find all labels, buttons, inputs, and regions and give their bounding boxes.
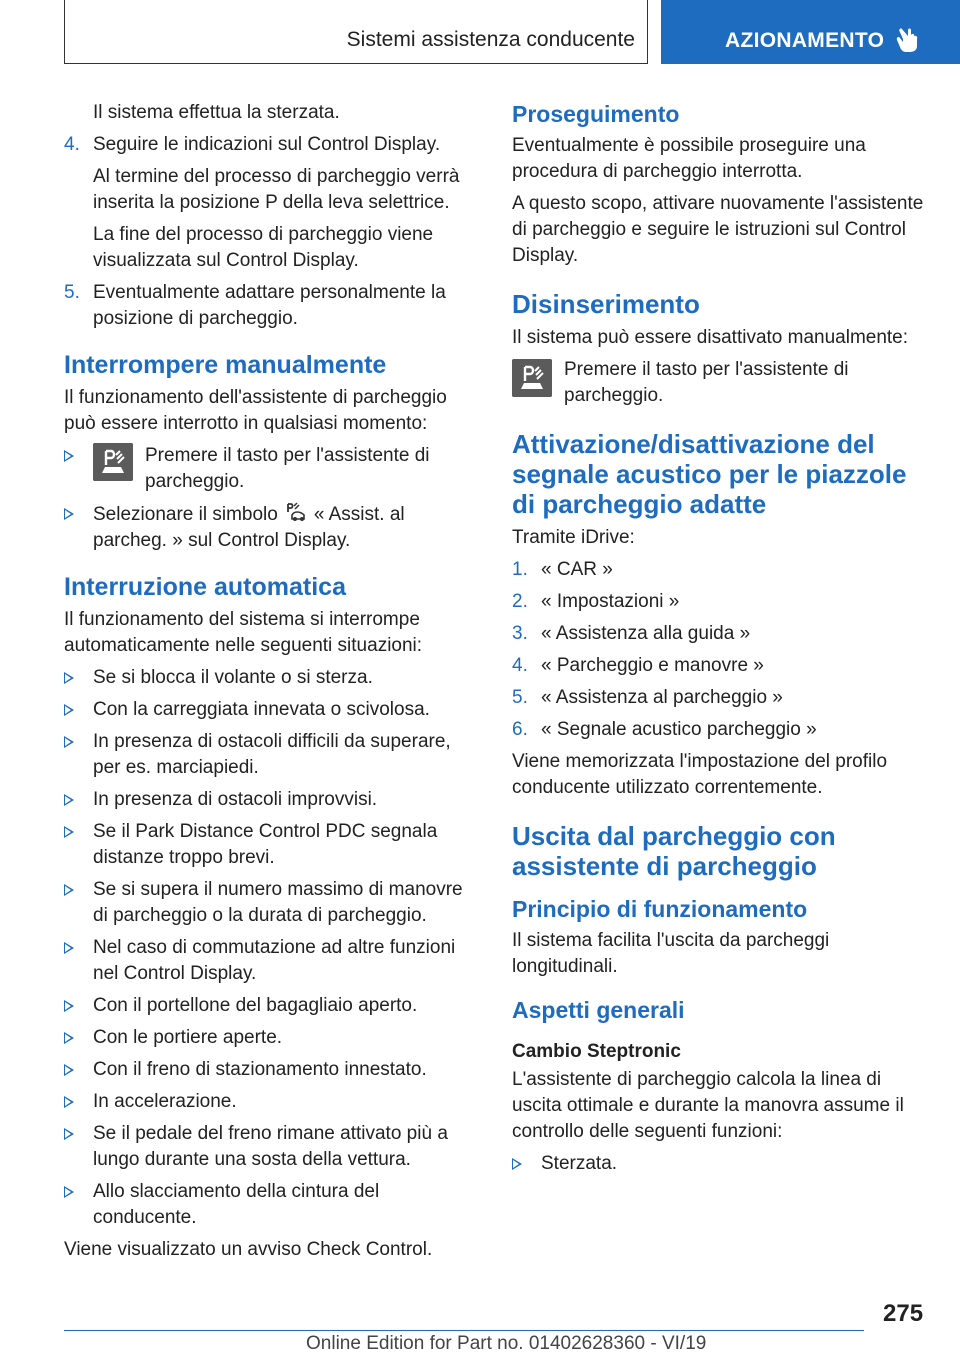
signal-closing: Viene memorizzata l'impostazione del profilo conducente utilizzato correntemente. — [512, 751, 888, 798]
signal-heading: Attivazione/disattivazione del segnale acustico per le piazzole di parcheggio adatte — [512, 429, 907, 519]
manual-list — [64, 443, 482, 554]
manual-item-text: Selezionare il simbolo — [93, 504, 278, 525]
steptronic-heading: Cambio Steptronic — [512, 1041, 681, 1062]
list-item — [64, 280, 482, 332]
list-item — [64, 501, 482, 554]
chapter-tab-label: AZIONAMENTO — [725, 29, 885, 52]
bullet-triangle-icon — [64, 1128, 74, 1140]
steptronic-paragraph: L'assistente di parcheggio calcola la linea di uscita ottimale e durante la manovra assume il controllo delle seguenti funzioni: — [512, 1069, 904, 1142]
list-item — [64, 787, 482, 813]
manual-item-text: Premere il tasto per l'assistente di parcheggio. — [145, 445, 430, 492]
auto-item-text: Nel caso di commutazione ad altre funzioni nel Control Display. — [93, 937, 456, 984]
list-item — [64, 729, 482, 781]
list-item — [512, 685, 932, 711]
list-item — [64, 1179, 482, 1231]
auto-heading: Interruzione automatica — [64, 573, 346, 601]
step-text: « Assistenza alla guida » — [541, 623, 751, 644]
continue-paragraph-2: A questo scopo, attivare nuovamente l'assistente di parcheggio e seguire le istruzioni sul Control Display. — [512, 193, 924, 266]
bullet-triangle-icon — [64, 450, 74, 462]
steps-list — [64, 132, 482, 332]
list-item — [64, 443, 482, 495]
signal-steps — [512, 557, 932, 743]
list-item — [64, 819, 482, 871]
step-text: « Assistenza al parcheggio » — [541, 687, 783, 708]
bullet-triangle-icon — [64, 884, 74, 896]
park-assist-symbol-icon — [284, 501, 308, 523]
auto-item-text: Allo slacciamento della cintura del conducente. — [93, 1181, 380, 1228]
deact-heading: Disinserimento — [512, 289, 700, 319]
list-item — [512, 621, 932, 647]
general-heading: Aspetti generali — [512, 997, 685, 1023]
step-number: 1. — [512, 559, 528, 580]
auto-item-text: In presenza di ostacoli difficili da superare, per es. marciapiedi. — [93, 731, 451, 778]
bullet-triangle-icon — [64, 1000, 74, 1012]
step-text: « CAR » — [541, 559, 613, 580]
list-item — [512, 653, 932, 679]
exit-heading: Uscita dal parcheggio con assistente di parcheggio — [512, 821, 836, 881]
manual-intro: Il funzionamento dell'assistente di parcheggio può essere interrotto in qualsiasi momento: — [64, 387, 447, 434]
left-column — [64, 100, 482, 1269]
list-item — [512, 1151, 932, 1177]
bullet-triangle-icon — [64, 1032, 74, 1044]
step-number: 6. — [512, 719, 528, 740]
list-item — [64, 132, 482, 274]
step-number: 2. — [512, 591, 528, 612]
list-item — [64, 1089, 482, 1115]
list-item — [64, 1121, 482, 1173]
signal-intro: Tramite iDrive: — [512, 527, 635, 548]
bullet-triangle-icon — [64, 736, 74, 748]
auto-intro: Il funzionamento del sistema si interrompe automaticamente nelle seguenti situazioni: — [64, 609, 423, 656]
chapter-tab — [661, 0, 960, 64]
bullet-triangle-icon — [512, 1158, 522, 1170]
list-item — [64, 935, 482, 987]
step-number: 4. — [512, 655, 528, 676]
auto-item-text: In presenza di ostacoli improvvisi. — [93, 789, 378, 810]
step-number: 3. — [512, 623, 528, 644]
auto-item-text: Se il pedale del freno rimane attivato più a lungo durante una sosta della vettura. — [93, 1123, 448, 1170]
continue-paragraph-1: Eventualmente è possibile proseguire una procedura di parcheggio interrotta. — [512, 135, 866, 182]
step-sub: Al termine del processo di parcheggio verrà inserita la posizione P della leva selettrice. — [93, 166, 460, 213]
list-item — [64, 1025, 482, 1051]
steptronic-list — [512, 1151, 932, 1177]
bullet-triangle-icon — [64, 508, 74, 520]
auto-item-text: Con le portiere aperte. — [93, 1027, 283, 1048]
auto-list — [64, 665, 482, 1231]
step-text: « Parcheggio e manovre » — [541, 655, 764, 676]
bullet-triangle-icon — [64, 672, 74, 684]
footer-divider — [64, 1330, 864, 1331]
bullet-triangle-icon — [64, 826, 74, 838]
auto-item-text: Se si supera il numero massimo di manovre di parcheggio o la durata di parcheggio. — [93, 879, 463, 926]
list-item — [512, 557, 932, 583]
deact-paragraph: Il sistema può essere disattivato manualmente: — [512, 327, 909, 348]
auto-item-text: Se si blocca il volante o si sterza. — [93, 667, 373, 688]
auto-item-text: In accelerazione. — [93, 1091, 237, 1112]
section-title: Sistemi assistenza conducente — [346, 28, 635, 51]
continue-heading: Proseguimento — [512, 101, 680, 127]
steptronic-item-text: Sterzata. — [541, 1153, 618, 1174]
manual-heading: Interrompere manualmente — [64, 351, 387, 379]
bullet-triangle-icon — [64, 1096, 74, 1108]
park-assist-button-icon — [93, 443, 133, 481]
step-sub: La fine del processo di parcheggio viene visualizzata sul Control Display. — [93, 224, 434, 271]
bullet-triangle-icon — [64, 794, 74, 806]
closing-text: Viene visualizzato un avviso Check Control. — [64, 1239, 433, 1260]
auto-item-text: Se il Park Distance Control PDC segnala distanze troppo brevi. — [93, 821, 438, 868]
pointing-hand-icon — [893, 24, 923, 54]
list-item — [64, 697, 482, 723]
step-text: Seguire le indicazioni sul Control Display. — [93, 134, 441, 155]
step-text: Eventualmente adattare personalmente la posizione di parcheggio. — [93, 282, 446, 329]
park-assist-button-icon — [512, 359, 552, 397]
page-number: 275 — [883, 1300, 924, 1327]
step-text: « Impostazioni » — [541, 591, 680, 612]
deact-button-text: Premere il tasto per l'assistente di parcheggio. — [564, 359, 849, 406]
list-item — [512, 717, 932, 743]
list-item — [64, 877, 482, 929]
deact-button-row — [512, 357, 932, 409]
bullet-triangle-icon — [64, 1186, 74, 1198]
list-item — [64, 993, 482, 1019]
bullet-triangle-icon — [64, 942, 74, 954]
list-item — [64, 1057, 482, 1083]
principle-paragraph: Il sistema facilita l'uscita da parcheggi longitudinali. — [512, 930, 830, 977]
list-item — [64, 665, 482, 691]
step-number: 5. — [64, 282, 80, 303]
principle-heading: Principio di funzionamento — [512, 896, 808, 922]
step-number: 4. — [64, 134, 80, 155]
bullet-triangle-icon — [64, 704, 74, 716]
step-text: « Segnale acustico parcheggio » — [541, 719, 817, 740]
auto-item-text: Con il freno di stazionamento innestato. — [93, 1059, 427, 1080]
bullet-triangle-icon — [64, 1064, 74, 1076]
footer-edition: Online Edition for Part no. 01402628360 - VI/19 — [306, 1333, 707, 1354]
step-number: 5. — [512, 687, 528, 708]
auto-item-text: Con la carreggiata innevata o scivolosa. — [93, 699, 430, 720]
right-column — [512, 100, 932, 1183]
list-item — [512, 589, 932, 615]
auto-item-text: Con il portellone del bagagliaio aperto. — [93, 995, 418, 1016]
manual-item-text-2: « Assist. al parcheg. » sul Control Display. — [93, 504, 405, 551]
intro-line: Il sistema effettua la sterzata. — [93, 102, 340, 123]
